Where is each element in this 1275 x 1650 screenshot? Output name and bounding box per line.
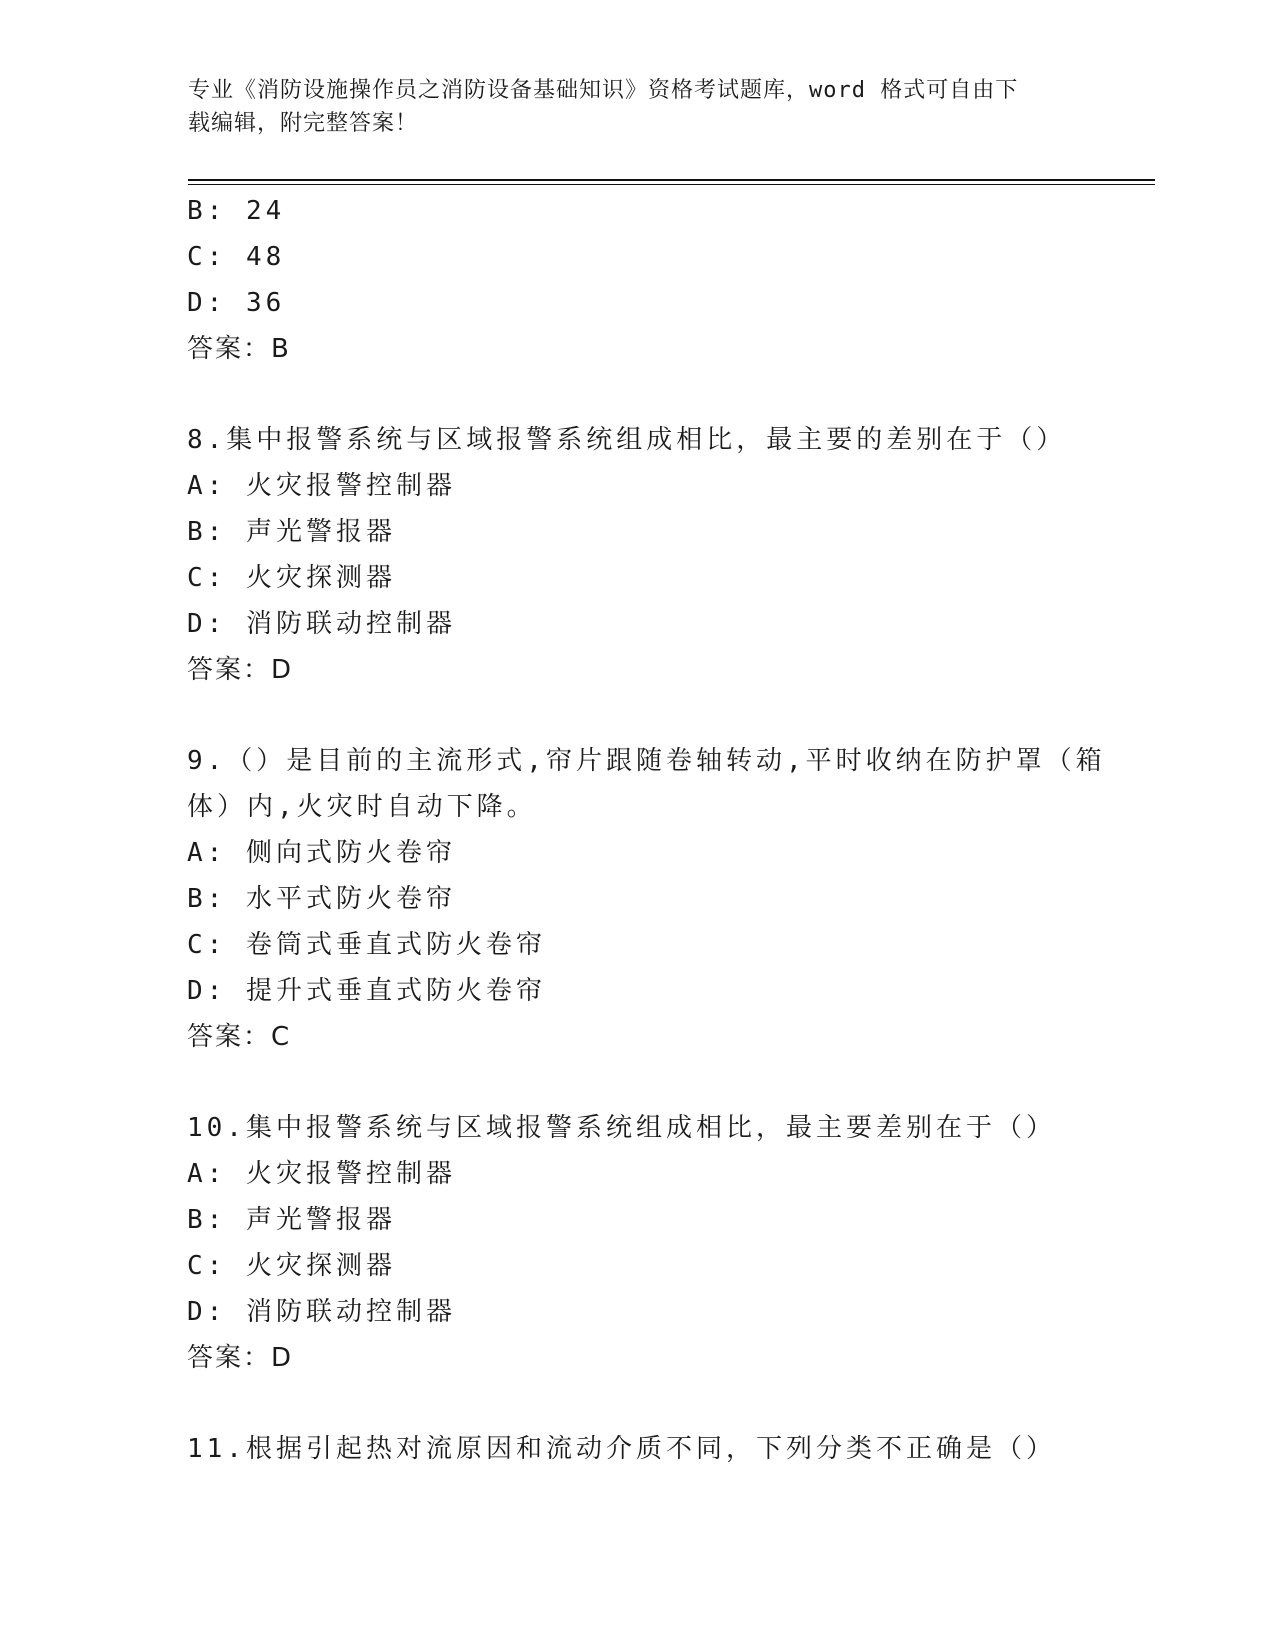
option-line: A: 火灾报警控制器 — [187, 1159, 456, 1189]
question-8 — [187, 417, 1087, 693]
option-line: A: 侧向式防火卷帘 — [187, 838, 456, 868]
answer-line: 答案：C — [187, 1022, 292, 1052]
header-line-1: 专业《消防设施操作员之消防设备基础知识》资格考试题库，word 格式可自由下 — [188, 78, 1019, 103]
header-line-2: 载编辑，附完整答案！ — [188, 111, 419, 136]
option-line: C: 火灾探测器 — [187, 563, 396, 593]
question-stem: 9.（）是目前的主流形式,帘片跟随卷轴转动,平时收纳在防护罩（箱 — [187, 746, 1106, 776]
option-line: B: 声光警报器 — [187, 517, 396, 547]
prev-question — [187, 188, 1087, 372]
option-line: B: 水平式防火卷帘 — [187, 884, 456, 914]
question-stem: 8.集中报警系统与区域报警系统组成相比，最主要的差别在于（） — [187, 425, 1067, 455]
option-line: D: 消防联动控制器 — [187, 609, 456, 639]
question-10 — [187, 1105, 1087, 1381]
question-11 — [187, 1426, 1087, 1472]
answer-line: 答案：B — [187, 334, 291, 364]
question-stem-continued: 体）内,火灾时自动下降。 — [187, 792, 537, 822]
question-stem: 10.集中报警系统与区域报警系统组成相比，最主要差别在于（） — [187, 1113, 1056, 1143]
question-stem: 11.根据引起热对流原因和流动介质不同，下列分类不正确是（） — [187, 1434, 1056, 1464]
question-list — [187, 188, 1106, 1472]
answer-line: 答案：D — [187, 655, 294, 685]
option-line: C: 卷筒式垂直式防火卷帘 — [187, 930, 546, 960]
question-9 — [187, 738, 1106, 1060]
option-line: A: 火灾报警控制器 — [187, 471, 456, 501]
option-line: C: 火灾探测器 — [187, 1251, 396, 1281]
answer-line: 答案：D — [187, 1343, 294, 1373]
option-line: B: 声光警报器 — [187, 1205, 396, 1235]
option-line: D: 提升式垂直式防火卷帘 — [187, 976, 546, 1006]
option-line: D: 36 — [187, 288, 286, 318]
header-rule-thick — [188, 179, 1155, 181]
header-rule-thin — [188, 184, 1155, 185]
option-line: D: 消防联动控制器 — [187, 1297, 456, 1327]
document-header — [188, 74, 1078, 140]
option-line: B: 24 — [187, 196, 286, 226]
option-line: C: 48 — [187, 242, 286, 272]
